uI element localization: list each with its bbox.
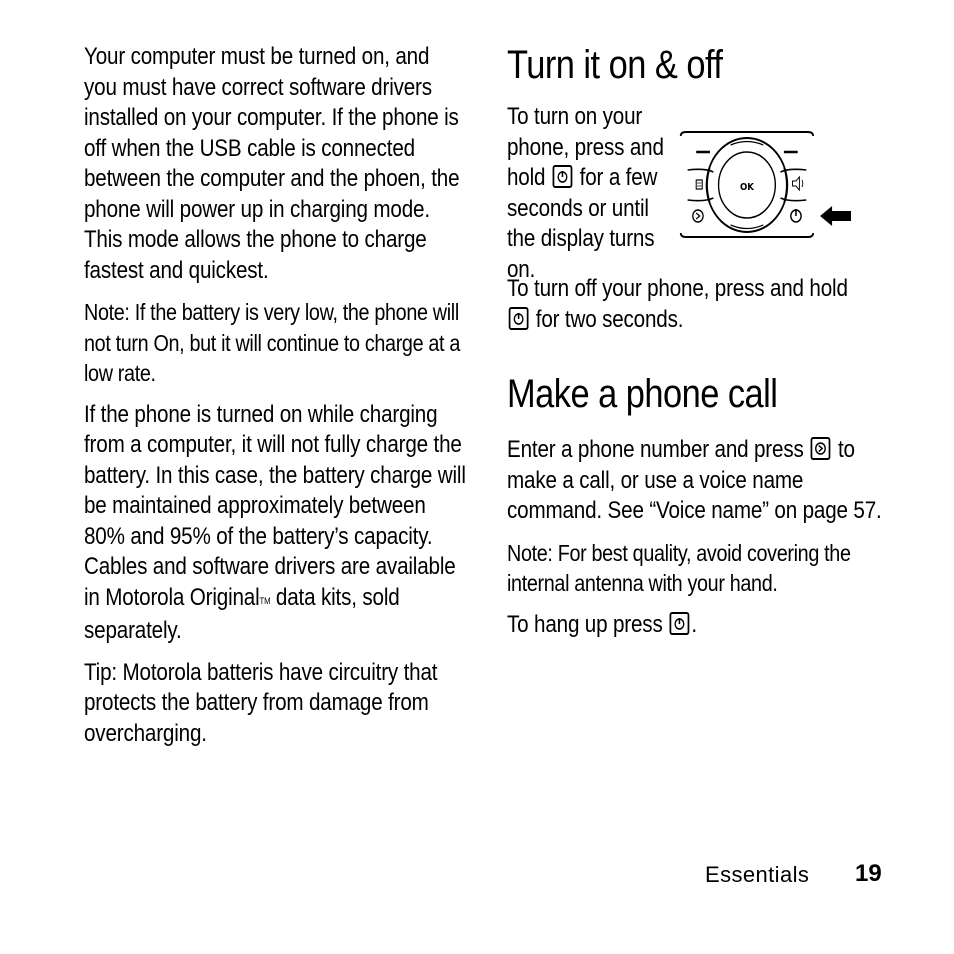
paragraph-usb-charging: Your computer must be turned on, and you must have correct software drivers installed on your computer. If the phone is off when the USB cable is connected between the computer and the phoen, the phone will power up in charging mode. This mode allows the phone to charge fastest and quickest. [84,43,460,284]
paragraph-charging-from-computer: If the phone is turned on while charging from a computer, it will not fully charge the battery. In this case, the battery charge will be maintained approximately between 80% and 95% of the battery’s capacity. Cables and software drivers are available in Motorola OriginalTM data kits, sold separately. [84,400,466,644]
tip-battery-circuitry: Tip: Motorola batteris have circuitry that protects the battery from damage from overcharging. [84,658,438,747]
heading-turn-on-off: Turn it on & off [507,43,723,87]
paragraph-make-call: Enter a phone number and press to make a call, or use a voice name command. See “Voice name” on page 57. [507,436,882,524]
pointer-arrow-icon [820,206,851,226]
end-key-highlight-icon [791,209,801,222]
paragraph-hang-up: To hang up press . [507,610,697,638]
power-end-key-icon [509,307,529,330]
page-number: 19 [855,860,882,887]
turn-on-section [507,102,887,283]
paragraph-turn-off: To turn off your phone, press and hold for two seconds. [507,275,848,333]
trademark-mark: TM [259,595,271,606]
footer-section-label: Essentials [705,862,810,887]
keypad-ok-label: OK [739,181,754,194]
note-antenna: Note: For best quality, avoid covering the internal antenna with your hand. [507,539,851,596]
right-column [507,42,887,640]
send-key-icon [811,437,831,460]
power-end-key-icon [670,612,690,635]
paragraph-turn-on: To turn on your phone, press and hold for a few seconds or until the display turns on. [507,103,664,283]
left-column [84,42,466,749]
keypad-diagram [679,130,885,242]
note-low-battery: Note: If the battery is very low, the phone will not turn On, but it will continue to charge at a low rate. [84,299,461,386]
power-end-key-icon [553,165,573,188]
heading-make-phone-call: Make a phone call [507,372,778,416]
